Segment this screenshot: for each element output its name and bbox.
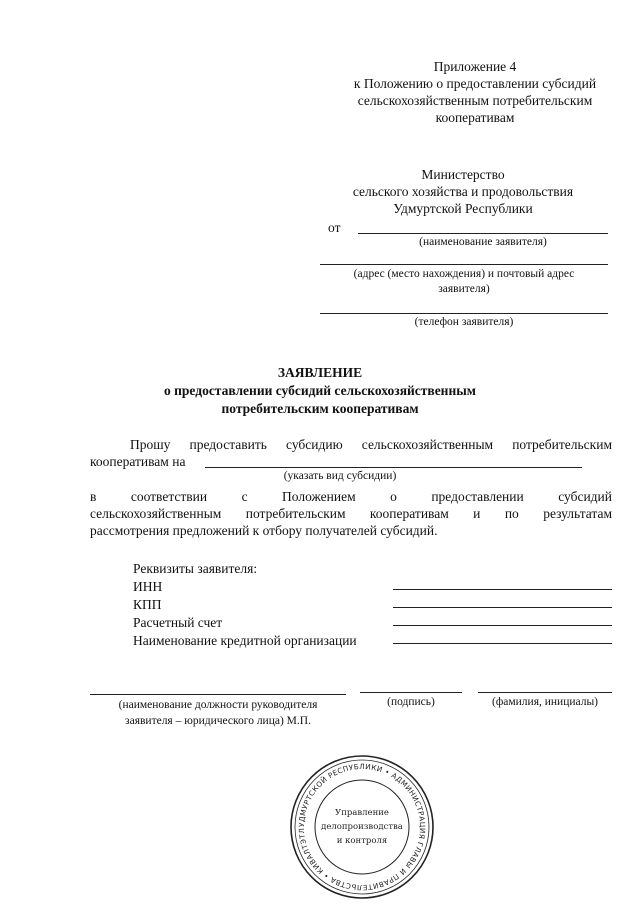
- stamp-center-line-3: и контроля: [336, 836, 388, 846]
- applicant-address-caption: [320, 267, 608, 297]
- annex-line-2: к Положению о предоставлении субсидий: [353, 76, 597, 91]
- applicant-name-line[interactable]: [358, 233, 608, 234]
- bank-field-line[interactable]: [393, 643, 612, 644]
- inn-field-line[interactable]: [393, 589, 612, 590]
- inn-label: ИНН: [133, 579, 163, 594]
- subsidy-type-caption: (указать вид субсидии): [283, 470, 397, 482]
- official-stamp: [288, 753, 436, 901]
- applicant-name-caption: (наименование заявителя): [419, 236, 547, 248]
- bank-label: Наименование кредитной организации: [133, 633, 357, 648]
- annex-line-3: сельскохозяйственным потребительским: [357, 93, 593, 108]
- addressee-line-2: сельского хозяйства и продовольствия: [352, 184, 574, 199]
- stamp-ring-text-path: УДМУРТСКОЙ РЕСПУБЛИКИ • АДМИНИСТРАЦИЯ ГЛАВЫ И ПРАВИТЕЛЬСТВА • КИВАЛТЭТЛ: [296, 761, 428, 893]
- position-line[interactable]: [90, 694, 346, 695]
- stamp-graphic: [288, 753, 436, 901]
- request-line-2-prefix: кооперативам на: [90, 454, 186, 469]
- applicant-address-line[interactable]: [320, 264, 608, 265]
- address-caption-line-1: (адрес (место нахождения) и почтовый адрес: [353, 268, 575, 280]
- signature-caption: (подпись): [387, 696, 435, 708]
- account-field-line[interactable]: [393, 625, 612, 626]
- signature-line[interactable]: [360, 692, 462, 693]
- document-title: [120, 364, 520, 418]
- address-caption-line-2: заявителя): [438, 283, 490, 295]
- basis-line-1: в соответствии с Положением о предоставлении субсидий: [90, 489, 612, 504]
- request-line-1: Прошу предоставить субсидию сельскохозяйственным потребительским: [130, 437, 612, 452]
- position-caption-line-2: заявителя – юридического лица) М.П.: [125, 715, 311, 727]
- full-name-caption: (фамилия, инициалы): [491, 696, 599, 708]
- account-label: Расчетный счет: [133, 615, 223, 630]
- position-caption: [90, 697, 346, 729]
- addressee-line-3: Удмуртской Республики: [393, 201, 533, 216]
- from-prefix: от: [328, 220, 341, 235]
- applicant-phone-caption: (телефон заявителя): [414, 316, 514, 328]
- stamp-center-line-1: Управление: [335, 808, 389, 818]
- position-caption-line-1: (наименование должности руководителя: [118, 699, 318, 711]
- addressee-line-1: Министерство: [421, 167, 505, 182]
- title-line-3: потребительским кооперативам: [221, 401, 419, 416]
- annex-line-1: Приложение 4: [433, 59, 517, 74]
- annex-block: [330, 58, 620, 126]
- kpp-field-line[interactable]: [393, 607, 612, 608]
- addressee-block: [318, 166, 608, 217]
- title-heading: ЗАЯВЛЕНИЕ: [277, 365, 363, 380]
- kpp-label: КПП: [133, 597, 162, 612]
- title-line-2: о предоставлении субсидий сельскохозяйственным: [164, 383, 476, 398]
- requisites-heading: Реквизиты заявителя:: [133, 561, 258, 576]
- subsidy-type-line[interactable]: [205, 467, 582, 468]
- applicant-phone-line[interactable]: [320, 313, 608, 314]
- annex-line-4: кооперативам: [435, 110, 515, 125]
- basis-line-3: рассмотрения предложений к отбору получателей субсидий.: [90, 523, 438, 538]
- basis-line-2: сельскохозяйственным потребительским кооперативам и по результатам: [90, 506, 612, 521]
- stamp-center-line-2: делопроизводства: [321, 822, 403, 832]
- full-name-line[interactable]: [478, 692, 612, 693]
